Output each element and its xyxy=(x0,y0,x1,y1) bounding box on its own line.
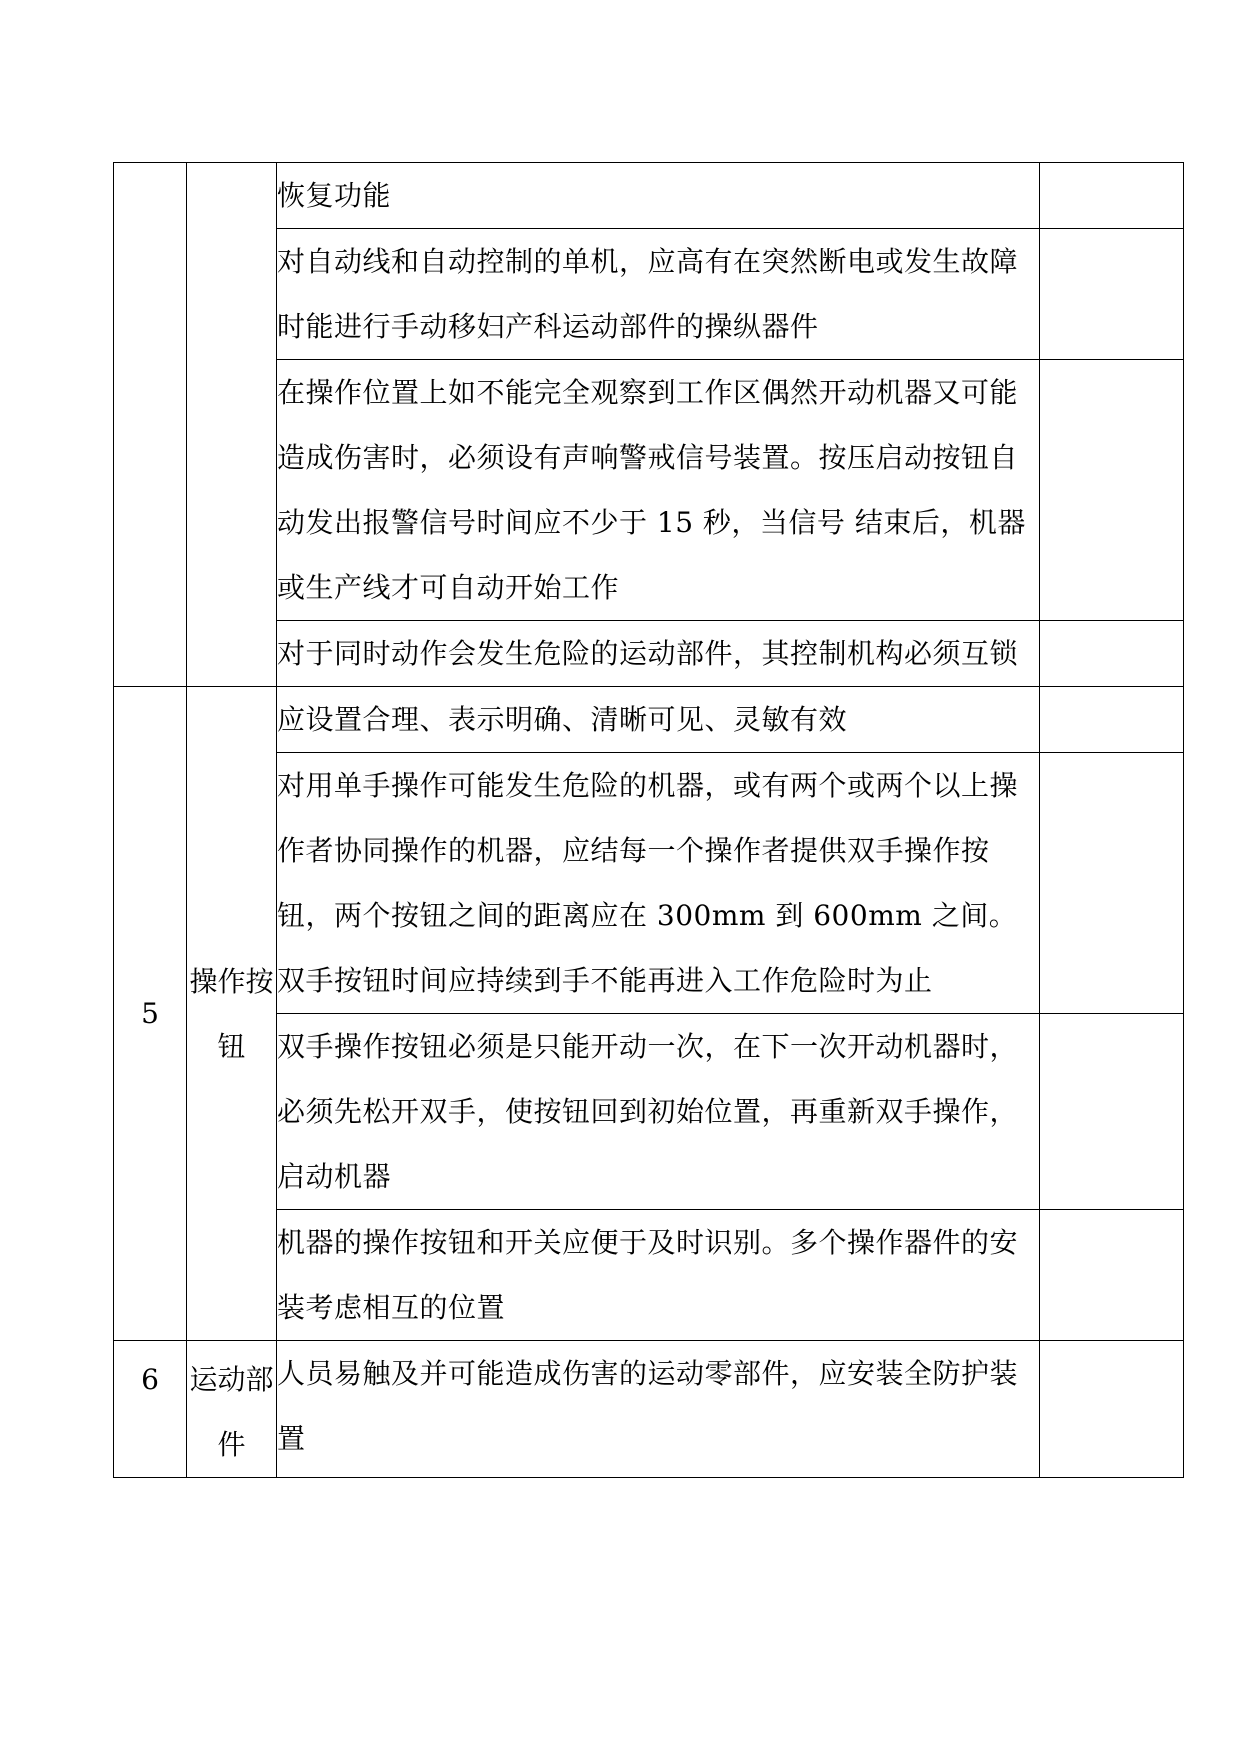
table-row xyxy=(114,163,1184,229)
result-cell[interactable] xyxy=(1040,1210,1184,1341)
item-number-cell xyxy=(114,163,187,687)
result-cell[interactable] xyxy=(1040,753,1184,1014)
requirement-cell: 对自动线和自动控制的单机，应高有在突然断电或发生故障时能进行手动移妇产科运动部件的操纵器件 xyxy=(277,229,1040,360)
result-cell[interactable] xyxy=(1040,687,1184,753)
item-category: 运动部件 xyxy=(187,1341,277,1478)
table-row xyxy=(114,1341,1184,1478)
requirement-cell: 在操作位置上如不能完全观察到工作区偶然开动机器又可能造成伤害时，必须设有声响警戒信号装置。按压启动按钮自动发出报警信号时间应不少于 15 秒，当信号 结束后，机器或生产线才可自动开始工作 xyxy=(277,360,1040,621)
item-number: 6 xyxy=(114,1341,187,1478)
item-category: 操作按钮 xyxy=(187,687,277,1341)
requirement-cell: 对于同时动作会发生危险的运动部件，其控制机构必须互锁 xyxy=(277,621,1040,687)
item-category-cell xyxy=(187,163,277,687)
requirement-cell: 应设置合理、表示明确、清晰可见、灵敏有效 xyxy=(277,687,1040,753)
requirement-cell: 对用单手操作可能发生危险的机器，或有两个或两个以上操作者协同操作的机器，应结每一个操作者提供双手操作按钮，两个按钮之间的距离应在 300mm 到 600mm 之间。双手按钮时间应持续到手不能再进入工作危险时为止 xyxy=(277,753,1040,1014)
requirement-cell: 机器的操作按钮和开关应便于及时识别。多个操作器件的安装考虑相互的位置 xyxy=(277,1210,1040,1341)
result-cell[interactable] xyxy=(1040,1341,1184,1478)
requirement-cell: 双手操作按钮必须是只能开动一次，在下一次开动机器时，必须先松开双手，使按钮回到初始位置，再重新双手操作，启动机器 xyxy=(277,1014,1040,1210)
result-cell[interactable] xyxy=(1040,1014,1184,1210)
table-row xyxy=(114,687,1184,753)
result-cell[interactable] xyxy=(1040,621,1184,687)
result-cell[interactable] xyxy=(1040,229,1184,360)
result-cell[interactable] xyxy=(1040,163,1184,229)
result-cell[interactable] xyxy=(1040,360,1184,621)
requirement-cell: 恢复功能 xyxy=(277,163,1040,229)
requirement-cell: 人员易触及并可能造成伤害的运动零部件，应安装全防护装置 xyxy=(277,1341,1040,1478)
inspection-table xyxy=(113,162,1184,1478)
item-number: 5 xyxy=(114,687,187,1341)
